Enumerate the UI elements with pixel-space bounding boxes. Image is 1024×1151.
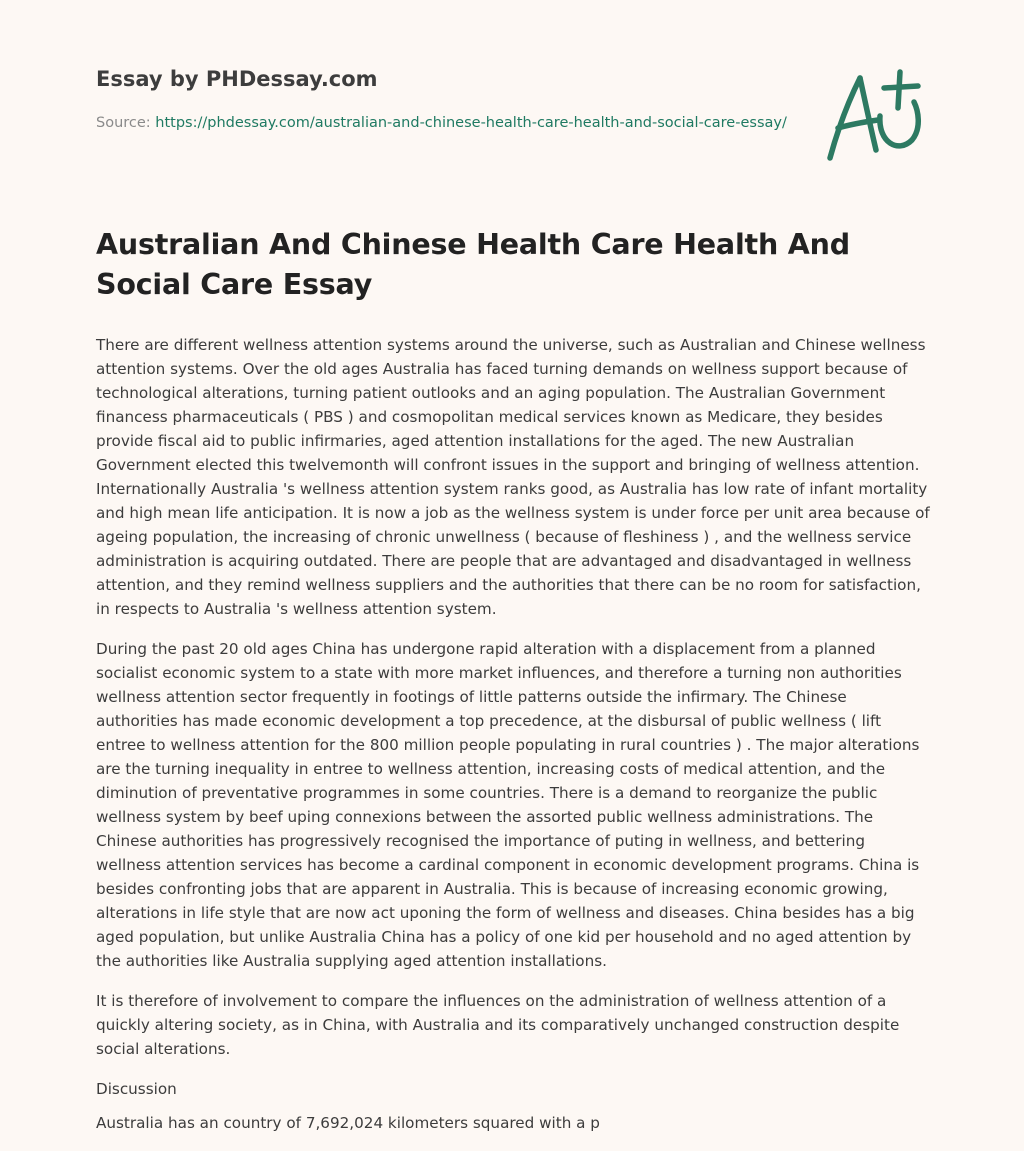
source-link[interactable]: https://phdessay.com/australian-and-chinese-health-care-health-and-social-care-essay/ (155, 115, 787, 131)
essay-paragraph: It is therefore of involvement to compare the influences on the administration of wellness attention of a quickly altering society, as in China, with Australia and its comparatively unchanged construction despite social alterations. (96, 992, 900, 1058)
logo-a-right-stroke (860, 78, 876, 150)
a-plus-icon (818, 66, 930, 166)
essay-paragraph: There are different wellness attention systems around the universe, such as Australian and Chinese wellness attention systems. Over the old ages Australia has faced turning demands on wellness support because of technological alterations, turning patient outlooks and an aging population. The Australian Government financess pharmaceuticals ( PBS ) and cosmopolitan medical services known as Medicare, they besides provide fiscal aid to public infirmaries, aged attention installations for the aged. The new Australian Government elected this twelvemonth will confront issues in the support and bringing of wellness attention. Internationally Australia 's wellness attention system ranks good, as Australia has low rate of infant mortality and high mean life anticipation. It is now a job as the wellness system is under force per unit area because of ageing population, the increasing of chronic unwellness ( because of fleshiness ) , and the wellness service administration is acquiring outdated. There are people that are advantaged and disadvantaged in wellness attention, and they remind wellness suppliers and the authorities that there can be no room for satisfaction, in respects to Australia 's wellness attention system. (96, 336, 930, 618)
page-header (96, 66, 796, 134)
logo-plus-horizontal (884, 86, 918, 88)
logo-plus-vertical (898, 72, 900, 108)
section-heading-discussion: Discussion (96, 1080, 177, 1098)
essay-paragraph-truncated: Australia has an country of 7,692,024 kilometers squared with a p (96, 1114, 600, 1132)
source-label: Source: (96, 115, 151, 131)
site-title: Essay by PHDessay.com (96, 67, 378, 91)
essay-body (96, 225, 930, 1151)
logo-a-left-stroke (830, 78, 860, 158)
source-line (96, 112, 796, 134)
a-plus-logo-svg (818, 66, 930, 166)
essay-title: Australian And Chinese Health Care Health And Social Care Essay (96, 228, 850, 301)
essay-paragraph: During the past 20 old ages China has undergone rapid alteration with a displacement from a planned socialist economic system to a state with more market influences, and therefore a turning non authorities wellness attention sector frequently in footings of little patterns outside the infirmary. The Chinese authorities has made economic development a top precedence, at the disbursal of public wellness ( lift entree to wellness attention for the 800 million people populating in rural countries ) . The major alterations are the turning inequality in entree to wellness attention, increasing costs of medical attention, and the diminution of preventative programmes in some countries. There is a demand to reorganize the public wellness system by beef uping connexions between the assorted public wellness administrations. The Chinese authorities has progressively recognised the importance of puting in wellness, and bettering wellness attention services has become a cardinal component in economic development programs. China is besides confronting jobs that are apparent in Australia. This is because of increasing economic growing, alterations in life style that are now act uponing the form of wellness and diseases. China besides has a big aged population, but unlike Australia China has a policy of one kid per household and no aged attention by the authorities like Australia supplying aged attention installations. (96, 640, 920, 970)
